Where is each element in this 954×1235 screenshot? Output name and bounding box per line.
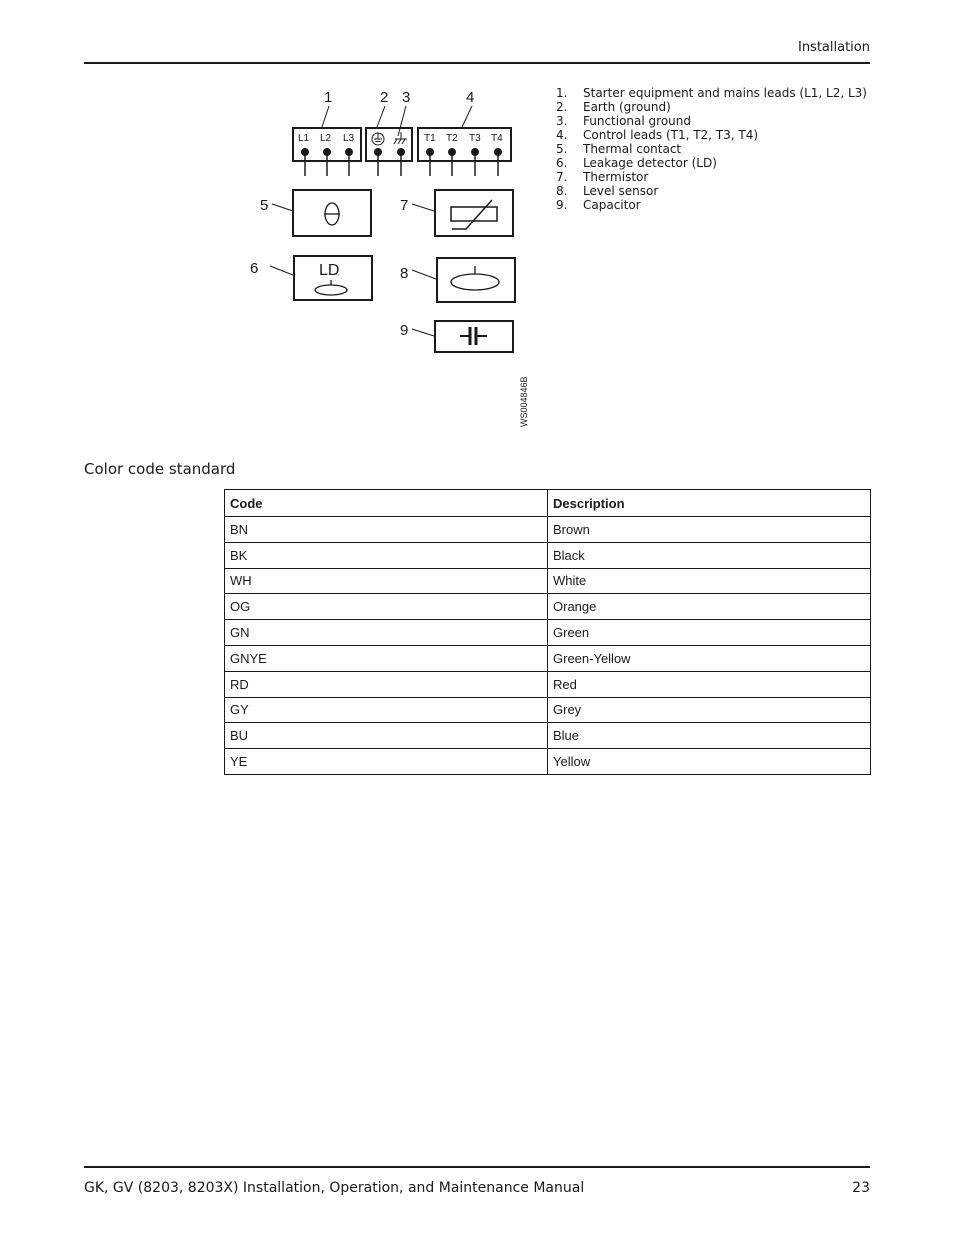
ground-terminal-box: [366, 128, 412, 161]
description-cell: Green: [548, 620, 871, 646]
table-row: [225, 723, 871, 749]
table-row: [225, 542, 871, 568]
ld-label: LD: [319, 262, 340, 279]
callout-5: 5: [260, 197, 269, 214]
callout-6: 6: [250, 260, 259, 277]
capacitor-icon: [460, 327, 487, 345]
code-cell: GY: [225, 697, 548, 723]
terminal-t4: T4: [491, 133, 503, 144]
code-cell: GN: [225, 620, 548, 646]
header-code: Code: [225, 490, 548, 517]
legend-item: 5. Thermal contact: [556, 142, 682, 156]
table-row: [225, 645, 871, 671]
wiring-symbols-figure: [240, 84, 550, 434]
code-cell: BK: [225, 542, 548, 568]
terminal-l3: L3: [343, 133, 355, 144]
terminal-l1: L1: [298, 133, 310, 144]
callout-2: 2: [380, 89, 389, 106]
earth-ground-icon: [372, 133, 384, 145]
legend-item: 6. Leakage detector (LD): [556, 156, 717, 170]
color-code-table: [224, 489, 871, 775]
code-cell: GNYE: [225, 645, 548, 671]
table-row: [225, 594, 871, 620]
level-sensor-icon: [451, 266, 499, 290]
thermistor-box: [435, 190, 513, 236]
callout-7: 7: [400, 197, 409, 214]
section-title: Color code standard: [84, 460, 236, 478]
thermal-contact-icon: [324, 203, 340, 225]
terminal-l2: L2: [320, 133, 332, 144]
callout-4: 4: [466, 89, 475, 106]
thermistor-icon: [451, 200, 497, 229]
table-row: [225, 517, 871, 543]
code-cell: YE: [225, 749, 548, 775]
legend-item: 2. Earth (ground): [556, 100, 671, 114]
description-cell: Red: [548, 671, 871, 697]
page-number: 23: [852, 1180, 870, 1196]
code-cell: OG: [225, 594, 548, 620]
functional-ground-icon: [394, 132, 407, 144]
level-sensor-box: [437, 258, 515, 302]
table-row: [225, 568, 871, 594]
table-row: [225, 697, 871, 723]
callout-3: 3: [402, 89, 411, 106]
table-row: [225, 671, 871, 697]
code-cell: RD: [225, 671, 548, 697]
header-description: Description: [548, 490, 871, 517]
table-row: [225, 749, 871, 775]
figure-id: WS004846B: [519, 376, 529, 427]
description-cell: Brown: [548, 517, 871, 543]
legend-item: 1. Starter equipment and mains leads (L1, L2, L3): [556, 86, 867, 100]
description-cell: Grey: [548, 697, 871, 723]
terminal-t2: T2: [446, 133, 458, 144]
description-cell: Orange: [548, 594, 871, 620]
description-cell: White: [548, 568, 871, 594]
thermal-contact-box: [293, 190, 371, 236]
description-cell: Blue: [548, 723, 871, 749]
footer-rule: [84, 1166, 870, 1168]
code-cell: WH: [225, 568, 548, 594]
footer-manual-title: GK, GV (8203, 8203X) Installation, Operation, and Maintenance Manual: [84, 1180, 585, 1196]
legend-item: 4. Control leads (T1, T2, T3, T4): [556, 128, 759, 142]
description-cell: Black: [548, 542, 871, 568]
legend-item: 7. Thermistor: [556, 170, 649, 184]
figure-legend: [556, 86, 867, 212]
table-header-row: [225, 490, 871, 517]
legend-item: 9. Capacitor: [556, 198, 641, 212]
capacitor-box: [435, 321, 513, 352]
legend-item: 8. Level sensor: [556, 184, 659, 198]
terminal-t1: T1: [424, 133, 436, 144]
description-cell: Yellow: [548, 749, 871, 775]
callout-1: 1: [324, 89, 333, 106]
table-row: [225, 620, 871, 646]
callout-8: 8: [400, 265, 409, 282]
leakage-detector-icon: [315, 280, 347, 295]
code-cell: BU: [225, 723, 548, 749]
code-cell: BN: [225, 517, 548, 543]
description-cell: Green-Yellow: [548, 645, 871, 671]
header-rule: [84, 62, 870, 64]
callout-9: 9: [400, 322, 409, 339]
header-section-title: Installation: [797, 40, 870, 55]
terminal-t3: T3: [469, 133, 481, 144]
legend-item: 3. Functional ground: [556, 114, 691, 128]
